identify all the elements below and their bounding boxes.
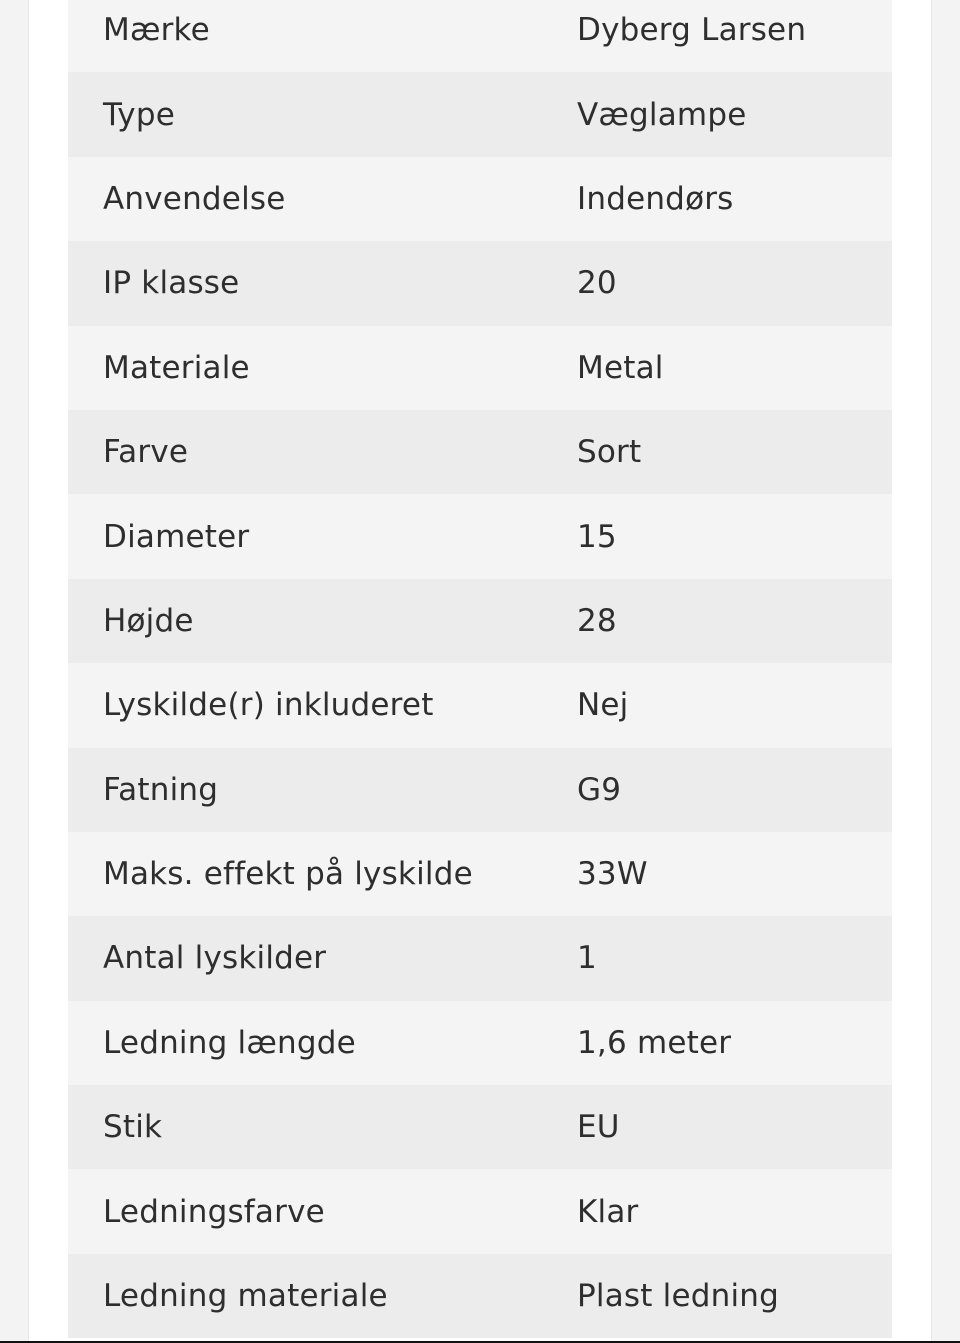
spec-value: Plast ledning [577, 1278, 780, 1315]
spec-value: Klar [577, 1193, 639, 1230]
spec-row-bulb-count [68, 916, 892, 1000]
spec-label: Anvendelse [103, 180, 286, 217]
spec-value: Væglampe [577, 96, 747, 133]
spec-label: Ledning materiale [103, 1278, 388, 1315]
spec-row-ip-class [68, 241, 892, 325]
spec-value: EU [577, 1109, 620, 1146]
spec-label: Maks. effekt på lyskilde [103, 856, 473, 893]
spec-value: 28 [577, 602, 617, 639]
spec-row-cord-color [68, 1169, 892, 1253]
spec-value: Nej [577, 687, 629, 724]
spec-value: Dyberg Larsen [577, 12, 807, 49]
spec-value: 1 [577, 940, 597, 977]
spec-value: Metal [577, 349, 664, 386]
spec-row-cord-material [68, 1254, 892, 1338]
spec-row-height [68, 579, 892, 663]
spec-row-diameter [68, 494, 892, 578]
spec-value: G9 [577, 771, 622, 808]
specifications-table [68, 0, 892, 1338]
spec-row-bulb-included [68, 663, 892, 747]
spec-row-material [68, 326, 892, 410]
spec-value: 1,6 meter [577, 1024, 732, 1061]
spec-row-color [68, 410, 892, 494]
spec-value: 20 [577, 265, 617, 302]
spec-row-usage [68, 157, 892, 241]
spec-label: Lyskilde(r) inkluderet [103, 687, 434, 724]
spec-label: Farve [103, 434, 189, 471]
spec-row-max-wattage [68, 832, 892, 916]
spec-row-socket [68, 748, 892, 832]
spec-label: Antal lyskilder [103, 940, 327, 977]
spec-value: Indendørs [577, 180, 734, 217]
spec-row-cord-length [68, 1001, 892, 1085]
spec-label: Højde [103, 602, 194, 639]
spec-value: 15 [577, 518, 617, 555]
spec-label: Type [103, 96, 176, 133]
spec-label: Materiale [103, 349, 250, 386]
spec-value: Sort [577, 434, 642, 471]
spec-row-plug [68, 1085, 892, 1169]
spec-label: Stik [103, 1109, 163, 1146]
spec-label: Mærke [103, 12, 210, 49]
spec-label: Ledning længde [103, 1024, 356, 1061]
spec-row-brand [68, 0, 892, 72]
spec-label: Diameter [103, 518, 250, 555]
spec-row-type [68, 72, 892, 156]
spec-value: 33W [577, 856, 648, 893]
spec-label: IP klasse [103, 265, 240, 302]
spec-label: Fatning [103, 771, 219, 808]
spec-label: Ledningsfarve [103, 1193, 325, 1230]
